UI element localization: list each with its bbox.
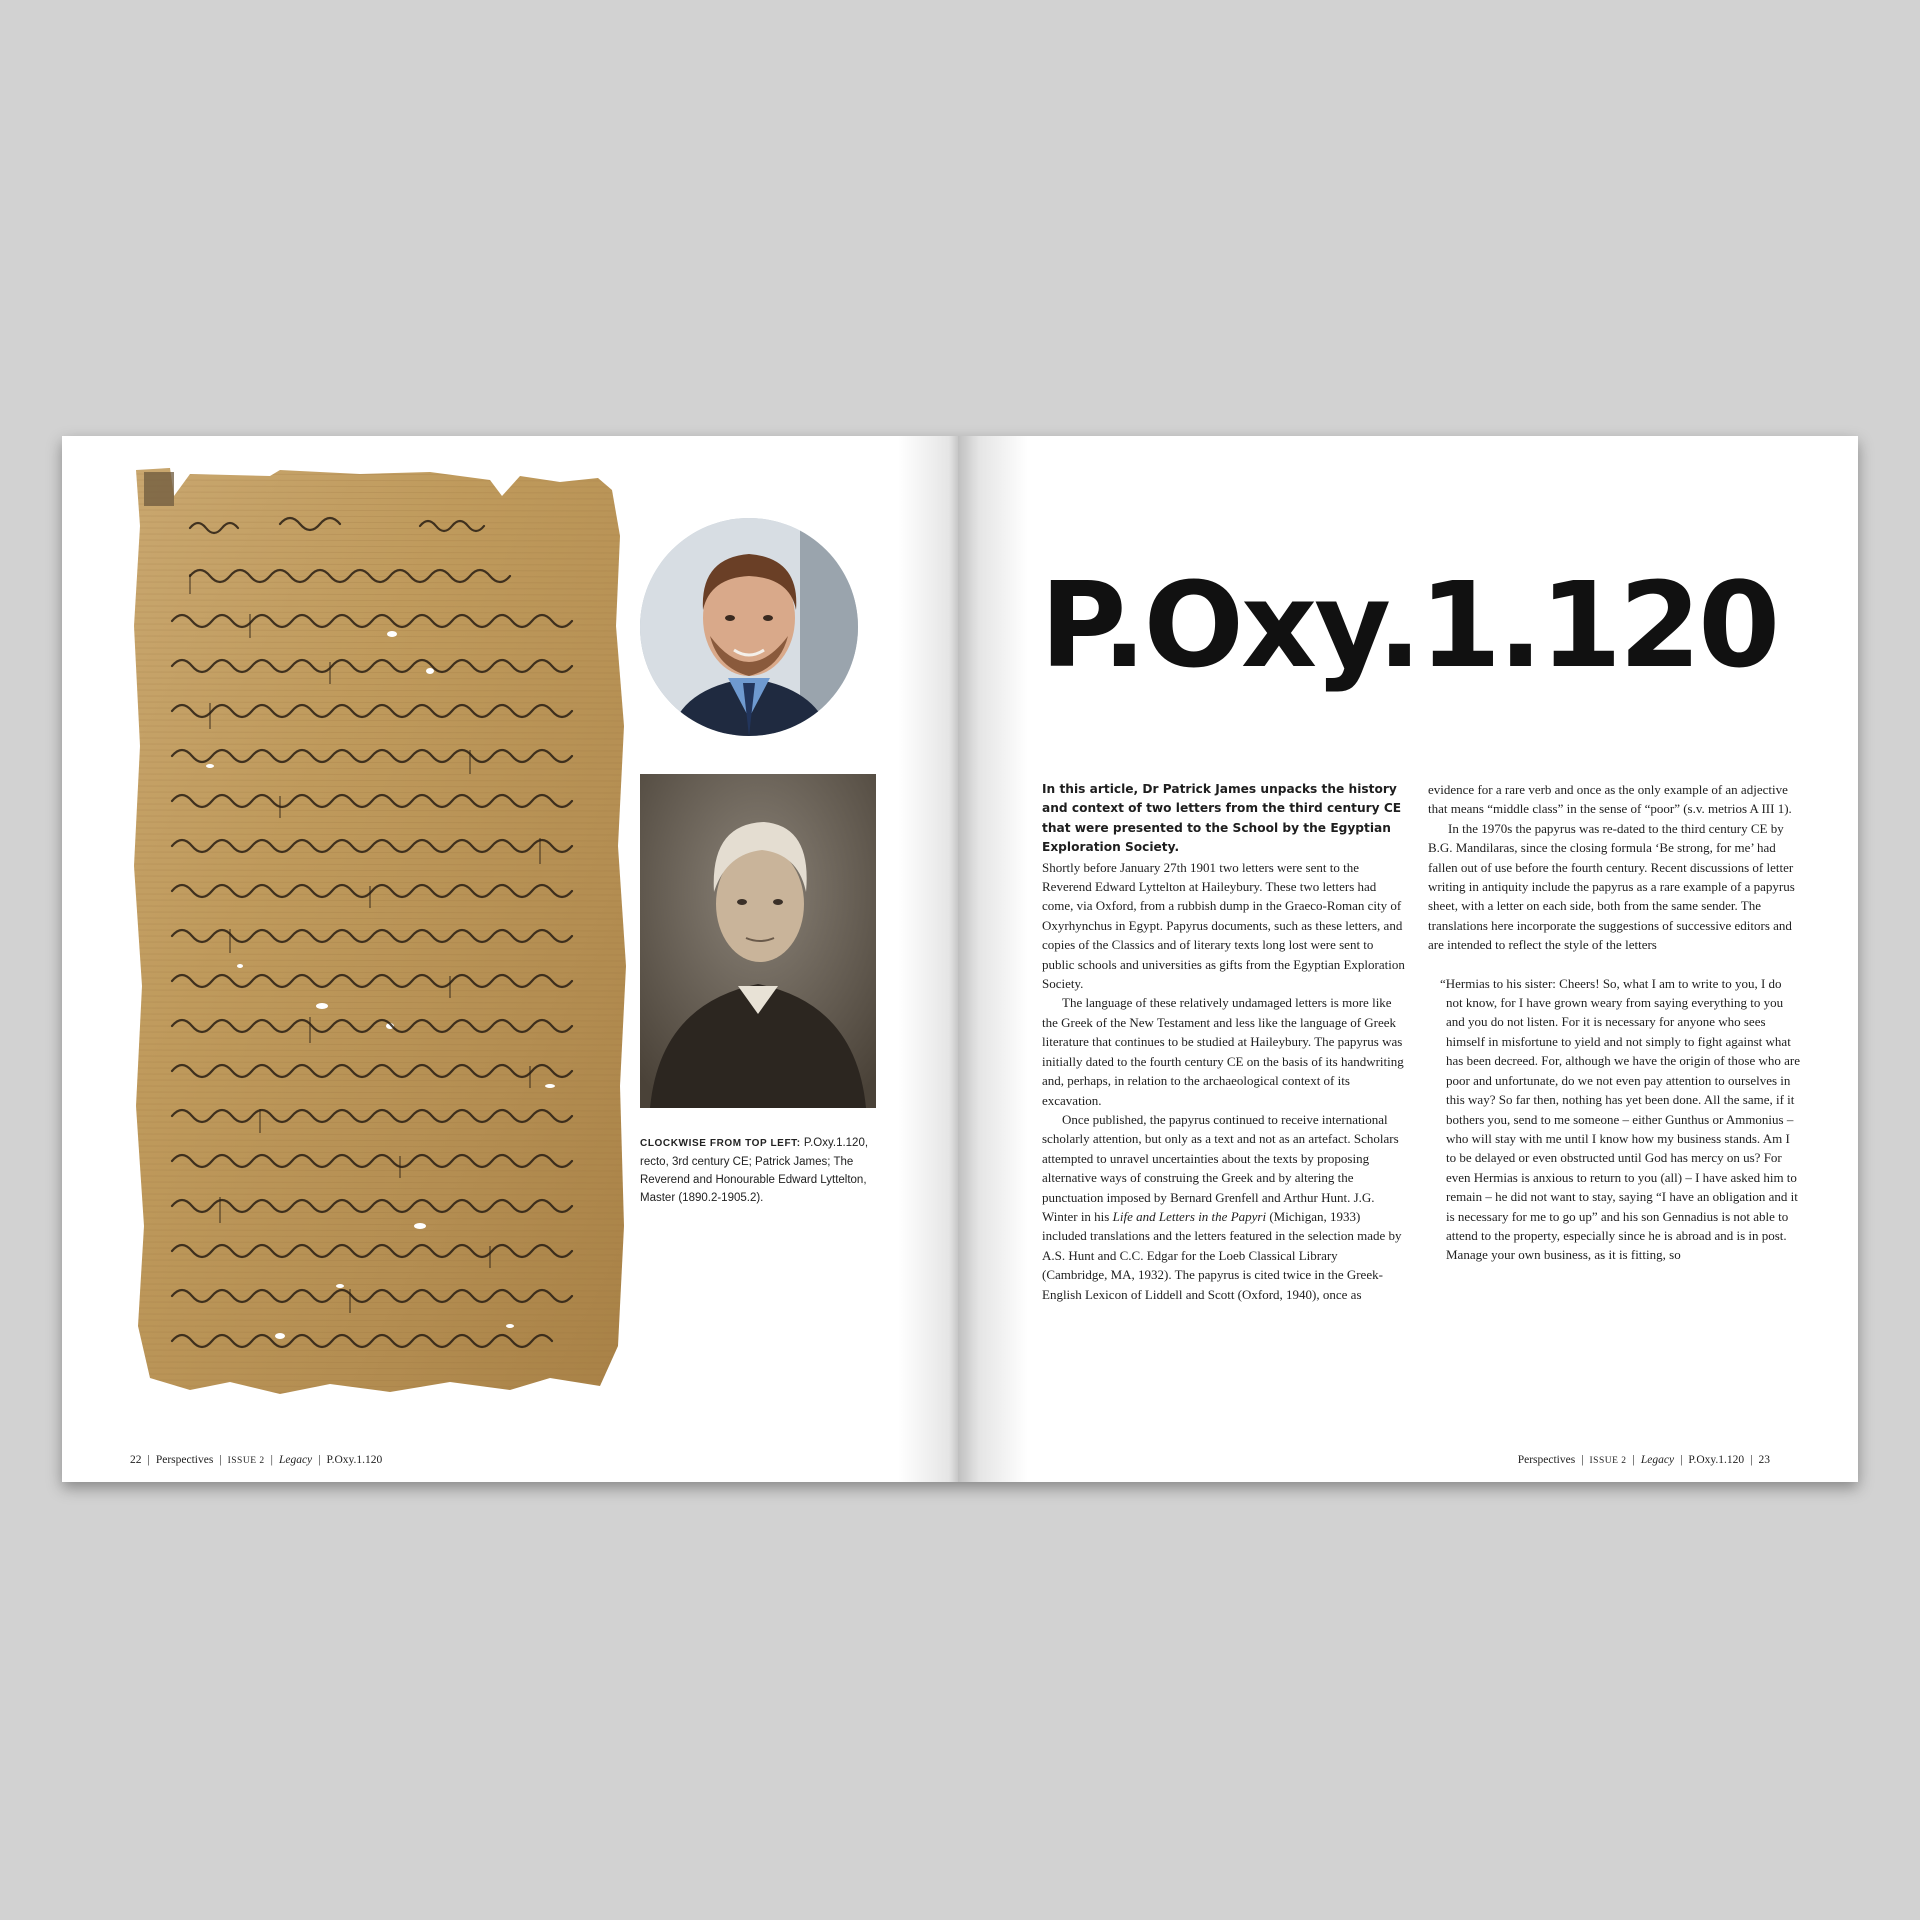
image-caption	[640, 1134, 876, 1207]
patrick-james-portrait	[640, 518, 858, 736]
text-column-1	[1042, 780, 1406, 1304]
footer-issue: ISSUE 2	[227, 1456, 265, 1466]
paragraph: In the 1970s the papyrus was re-dated to the third century CE by B.G. Mandilaras, since the closing formula ‘Be strong, for me’ had fallen out of use before the fourth century. Recent discussions of letter writing in antiquity include the papyrus as a rare example of a papyrus sheet, with a letter on each side, both from the same sender. The translations here incorporate the suggestions of successive editors and are intended to reflect the style of the letters	[1428, 820, 1795, 953]
caption-text: P.Oxy.1.120, recto, 3rd century CE; Patrick James; The Reverend and Honourable Edward Lyttelton, Master (1890.2-1905.2).	[640, 1137, 869, 1204]
article-lede: In this article, Dr Patrick James unpacks the history and context of two letters from the third century CE that were presented to the School by the Egyptian Exploration Society.	[1042, 782, 1402, 855]
text-column-2	[1428, 780, 1800, 1265]
gutter-shadow-right	[958, 436, 1028, 1482]
book-title: Life and Letters in the Papyri	[1112, 1208, 1267, 1224]
papyrus-image	[130, 466, 630, 1396]
right-footer: Perspectives | ISSUE 2 | Legacy | P.Oxy.1.120 | 23	[1517, 1454, 1770, 1466]
footer-publication: Perspectives	[155, 1454, 214, 1466]
letter-translation: “Hermias to his sister: Cheers! So, what I am to write to you, I do not know, for I have grown weary from saying everything to you and you do not listen. For it is necessary for anyone who sees himself in misfortune to yield and not simply to fight against what has been decreed. For, although we have the origin of those who are poor and unfortunate, do we not even pay attention to ourselves in this way? So far then, nothing has yet been done. All the same, if it bothers you, send to me someone – either Gunthus or Ammonius – who will stay with me until I know how my business stands. Am I to be delayed or even obstructed until God has mercy on us? For even Hermias is anxious to return to you (all) – I have asked him to remain – he did not want to stay, saying “I have an obligation and it is necessary for me to go up” and his son Gennadius is not able to attend to the property, especially since he is abroad and is in post. Manage your own business, as it is fitting, so	[1440, 975, 1800, 1263]
footer-issue: ISSUE 2	[1589, 1456, 1627, 1466]
footer-article: P.Oxy.1.120	[326, 1454, 383, 1466]
edward-lyttelton-photo	[640, 774, 876, 1108]
paragraph-text-cont: (Michigan, 1933) included translations and the letters featured in the selection made by A.S. Hunt and C.C. Edgar for the Loeb Classical Library (Cambridge, MA, 1932). The papyrus is cited twice in the Greek-English Lexicon of Liddell and Scott (Oxford, 1940), once as	[1042, 1208, 1402, 1302]
paragraph: The language of these relatively undamaged letters is more like the Greek of the New Testament and less like the language of Greek literature that continues to be studied at Haileybury. The papyrus was initially dated to the fourth century CE on the basis of its handwriting and, perhaps, in relation to the archaeological context of its excavation.	[1042, 995, 1404, 1108]
footer-section: Legacy	[278, 1454, 313, 1466]
paragraph	[1042, 1110, 1406, 1304]
paragraph: Shortly before January 27th 1901 two letters were sent to the Reverend Edward Lyttelton at Haileybury. These two letters had come, via Oxford, from a rubbish dump in the Graeco-Roman city of Oxyrhynchus in Egypt. Papyrus documents, such as these letters, and copies of the Classics and of literary texts long lost were sent to public schools and universities as gifts from the Egyptian Exploration Society.	[1042, 859, 1405, 992]
right-page	[958, 436, 1858, 1482]
magazine-spread	[62, 436, 1858, 1482]
page-number: 23	[1758, 1454, 1770, 1466]
paragraph-text: Once published, the papyrus continued to receive international scholarly attention, but only as a text and not as an artefact. Scholars attempted to unravel uncertainties about the texts by proposing alternative ways of construing the Greek and by altering the punctuation imposed by Bernard Grenfell and Arthur Hunt. J.G. Winter in his	[1042, 1111, 1399, 1224]
page-number: 22	[130, 1454, 142, 1466]
caption-lead: CLOCKWISE FROM TOP LEFT:	[640, 1138, 801, 1149]
footer-article: P.Oxy.1.120	[1688, 1454, 1745, 1466]
left-footer: 22 | Perspectives | ISSUE 2 | Legacy | P.Oxy.1.120	[130, 1454, 383, 1466]
left-page	[62, 436, 958, 1482]
article-title: P.Oxy.1.120	[1040, 556, 1778, 694]
paragraph: evidence for a rare verb and once as the only example of an adjective that means “middle class” in the sense of “poor” (s.v. metrios A III 1).	[1428, 782, 1792, 817]
footer-section: Legacy	[1640, 1454, 1675, 1466]
footer-publication: Perspectives	[1517, 1454, 1576, 1466]
gutter-shadow-left	[898, 436, 958, 1482]
